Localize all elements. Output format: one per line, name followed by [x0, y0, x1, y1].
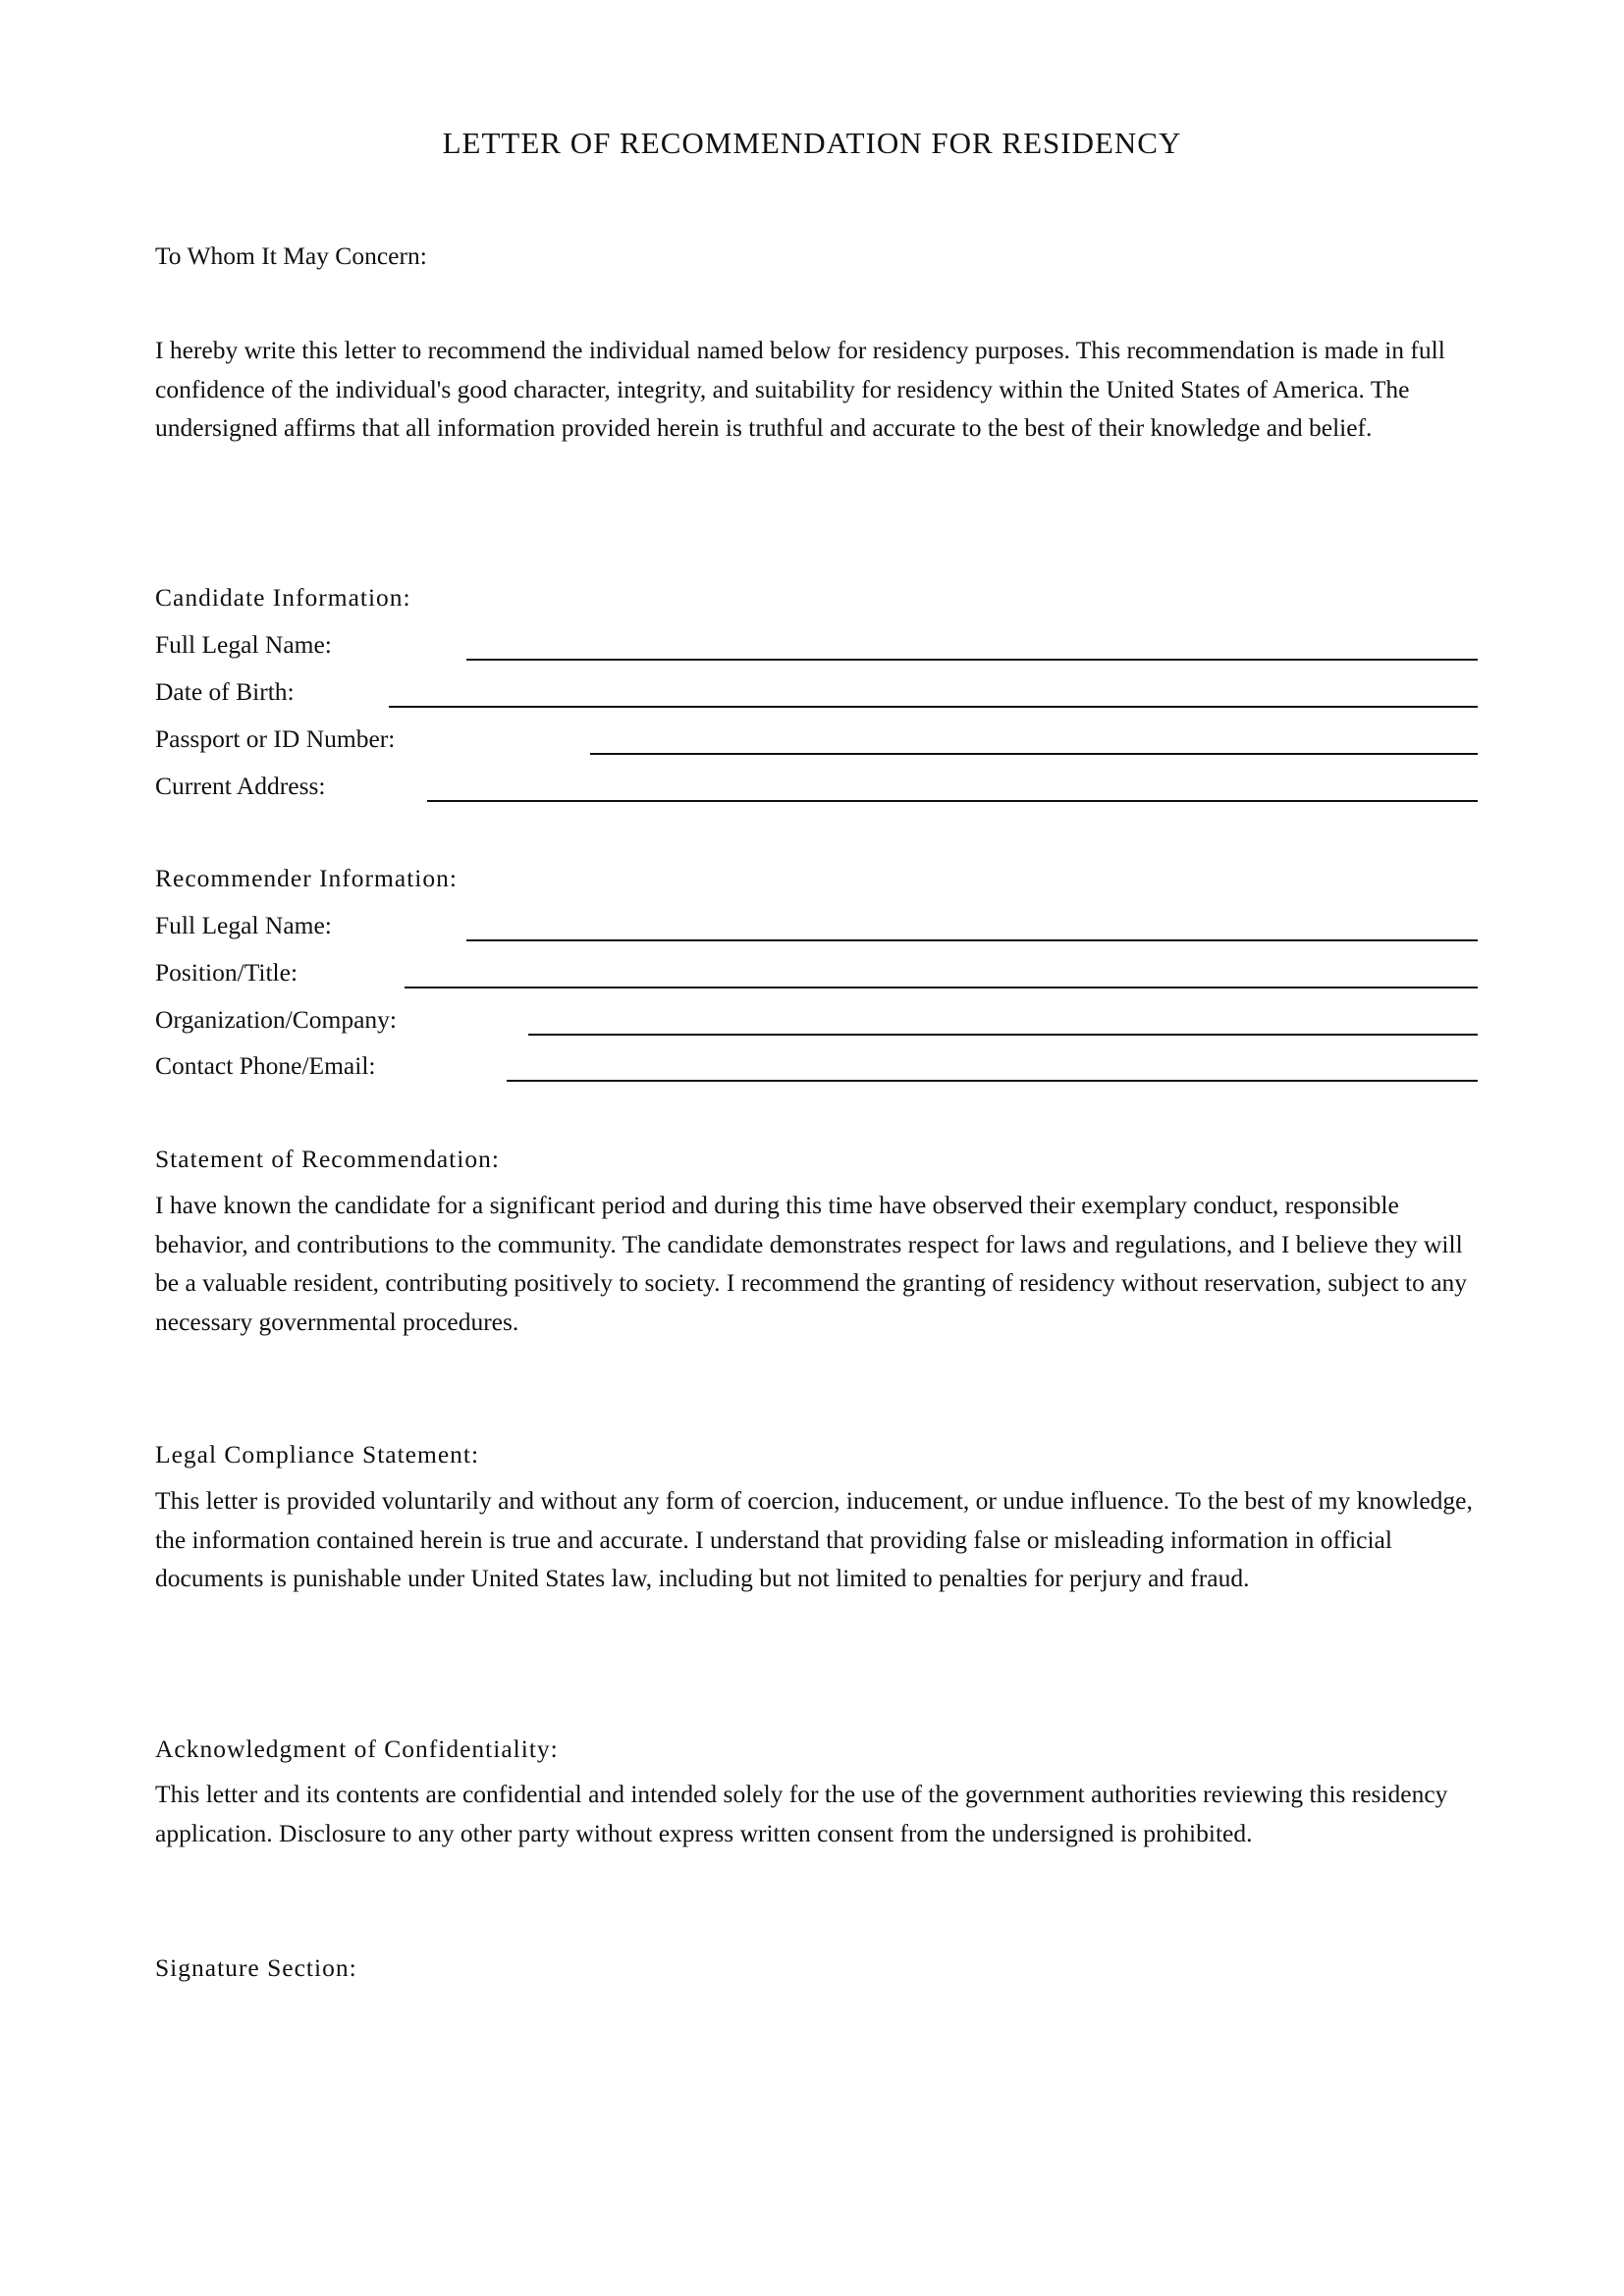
- statement-paragraph: I have known the candidate for a significant period and during this time have observed their exemplary conduct, responsible behavior, and contributions to the community. The candidate demonstrates respect for laws and regulations, and I believe they will be a valuable resident, contributing positively to society. I recommend the granting of residency without reservation, subject to any necessary governmental procedures.: [155, 1191, 1468, 1336]
- recommender-position-label: Position/Title:: [155, 958, 298, 987]
- salutation: To Whom It May Concern:: [155, 241, 427, 270]
- candidate-full-name-label: Full Legal Name:: [155, 630, 332, 659]
- candidate-passport-label: Passport or ID Number:: [155, 724, 396, 753]
- legal-compliance-heading: Legal Compliance Statement:: [155, 1440, 480, 1468]
- confidentiality-heading: Acknowledgment of Confidentiality:: [155, 1735, 559, 1763]
- legal-compliance-paragraph: This letter is provided voluntarily and without any form of coercion, inducement, or undue influence. To the best of my knowledge, the information contained herein is true and accurate. I understand that providing false or misleading information in official documents is punishable under United States law, including but not limited to penalties for perjury and fraud.: [155, 1486, 1473, 1592]
- candidate-dob-field[interactable]: [389, 706, 1478, 708]
- recommender-organization-label: Organization/Company:: [155, 1005, 397, 1034]
- candidate-passport-field[interactable]: [590, 753, 1478, 755]
- document-title: LETTER OF RECOMMENDATION FOR RESIDENCY: [442, 126, 1182, 160]
- recommender-position-field[interactable]: [405, 987, 1478, 988]
- statement-heading: Statement of Recommendation:: [155, 1145, 500, 1173]
- recommender-full-name-field[interactable]: [466, 939, 1478, 941]
- candidate-dob-label: Date of Birth:: [155, 677, 295, 706]
- recommender-contact-label: Contact Phone/Email:: [155, 1051, 376, 1080]
- signature-heading: Signature Section:: [155, 1953, 357, 1982]
- recommender-contact-field[interactable]: [507, 1080, 1478, 1082]
- recommender-full-name-label: Full Legal Name:: [155, 911, 332, 939]
- candidate-full-name-field[interactable]: [466, 659, 1478, 661]
- recommender-organization-field[interactable]: [528, 1034, 1478, 1036]
- recommender-info-heading: Recommender Information:: [155, 864, 458, 892]
- candidate-address-field[interactable]: [427, 800, 1478, 802]
- intro-paragraph: I hereby write this letter to recommend the individual named below for residency purposes. This recommendation is made in full confidence of the individual's good character, integrity, and suitability for residency within the United States of America. The undersigned affirms that all information provided herein is truthful and accurate to the best of their knowledge and belief.: [155, 336, 1445, 442]
- candidate-info-heading: Candidate Information:: [155, 583, 411, 612]
- confidentiality-paragraph: This letter and its contents are confidential and intended solely for the use of the government authorities reviewing this residency application. Disclosure to any other party without express written consent from the undersigned is prohibited.: [155, 1780, 1448, 1847]
- candidate-address-label: Current Address:: [155, 772, 326, 800]
